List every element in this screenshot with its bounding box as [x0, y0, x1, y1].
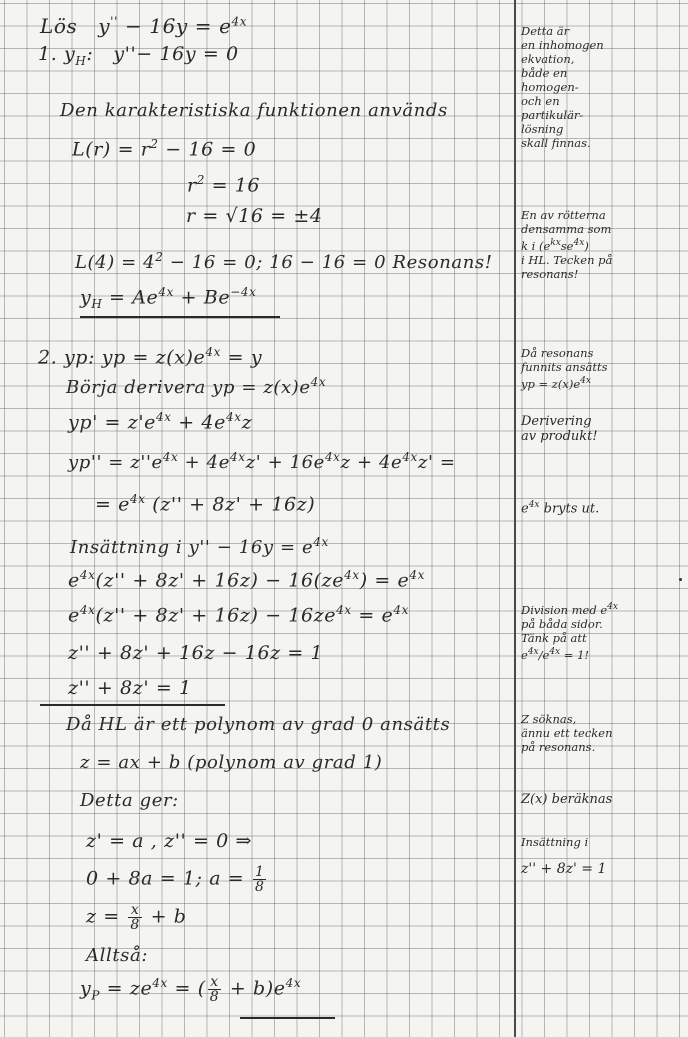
reduced-equation: z'' + 8z' = 1: [68, 677, 192, 699]
substitution-heading: Insättning i $y'' - 16y = e^{4x}$: [70, 535, 329, 558]
characteristic-function-text: Den karakteristiska funktionen används: [60, 100, 448, 121]
margin-divider: [514, 0, 516, 1037]
problem-statement: Lös $y'' - 16y = e^{4x}$: [40, 14, 248, 38]
ansatz-derivatives: z' = a , z'' = 0 ⇒: [86, 830, 252, 852]
r-squared-line: $r^2 = 16$: [187, 173, 261, 197]
note-substitution-equation: z'' + 8z' = 1: [521, 861, 607, 877]
homogeneous-solution: $y_H = Ae^{4x} + Be^{-4x}$: [80, 285, 257, 312]
this-gives-label: Detta ger:: [80, 790, 179, 811]
ansatz-line: z = ax + b (polynom av grad 1): [80, 752, 383, 773]
first-derivative-line: $yp' = z'e^{4x} + 4e^{4x}z$: [68, 410, 253, 434]
note-z-sought: Z söknas, ännu ett tecken på resonans.: [521, 712, 613, 754]
particular-solution: $y_P = ze^{4x}$ = ( $\frac{x}{8}$ + $b)e^{4x}$: [80, 974, 302, 1005]
note-inhomogeneous: Detta är en inhomogen ekvation, både en homogen- och en partikulär- lösning skall finnas.: [521, 24, 604, 150]
substitution-line-1: $e^{4x}(z'' + 8z' + 16z) - 16(ze^{4x}) = e^{4x}$: [68, 568, 425, 592]
simplified-equation: z'' + 8z' + 16z − 16z = 1: [68, 642, 324, 664]
note-factor-out: $e^{4x}$ bryts ut.: [521, 500, 600, 517]
solve-a-line: 0 + 8a = 1; a = $\frac{1}{8}$: [86, 864, 265, 895]
resonance-check-line: $L(4) = 4^2 - 16 = 0$; 16 − 16 = 0 Resonans!: [75, 250, 493, 273]
substitution-line-2: $e^{4x}(z'' + 8z' + 16z) - 16ze^{4x} = e^{4x}$: [68, 603, 409, 627]
note-resonance-ansatz: Då resonans funnits ansätts yp = $z(x)e^{4x}$: [521, 346, 608, 391]
z-solution-line: z = $\frac{x}{8}$ + b: [86, 902, 187, 933]
note-division: Division med $e^{4x}$ på båda sidor. Tänk på att $e^{4x}/e^{4x} = 1$!: [521, 602, 618, 662]
polynomial-ansatz-text: Då HL är ett polynom av grad 0 ansätts: [66, 714, 451, 735]
particular-solution-underline: [240, 1017, 335, 1019]
homogeneous-solution-underline: [80, 316, 280, 318]
factored-derivative-line: = $e^{4x}$ (z'' + 8z' + 16z): [95, 492, 316, 516]
note-product-rule: Derivering av produkt!: [521, 414, 598, 444]
particular-solution-heading: 2. yp: yp = $z(x)e^{4x} = y$: [38, 345, 263, 369]
ink-dot: [679, 578, 682, 581]
characteristic-equation: $L(r) = r^2 - 16 = 0$: [72, 137, 257, 161]
homogeneous-equation-heading: 1. $y_H$: y''− 16y = 0: [38, 43, 239, 68]
therefore-label: Alltså:: [86, 945, 148, 966]
note-z-computed: Z(x) beräknas: [521, 792, 613, 807]
note-substitution: Insättning i: [521, 835, 589, 849]
roots-line: r = √16 = ±4: [186, 205, 323, 227]
note-root-resonance: En av rötterna densamma som k i $(e^{kx}se^{4x})$ i HL. Tecken på resonans!: [521, 208, 613, 281]
reduced-equation-underline: [40, 704, 225, 706]
second-derivative-line: $yp'' = z''e^{4x} + 4e^{4x}z' + 16e^{4x}z + 4e^{4x}z'$ =: [68, 450, 456, 473]
derivation-start-line: Börja derivera yp = $z(x)e^{4x}$: [66, 375, 327, 398]
